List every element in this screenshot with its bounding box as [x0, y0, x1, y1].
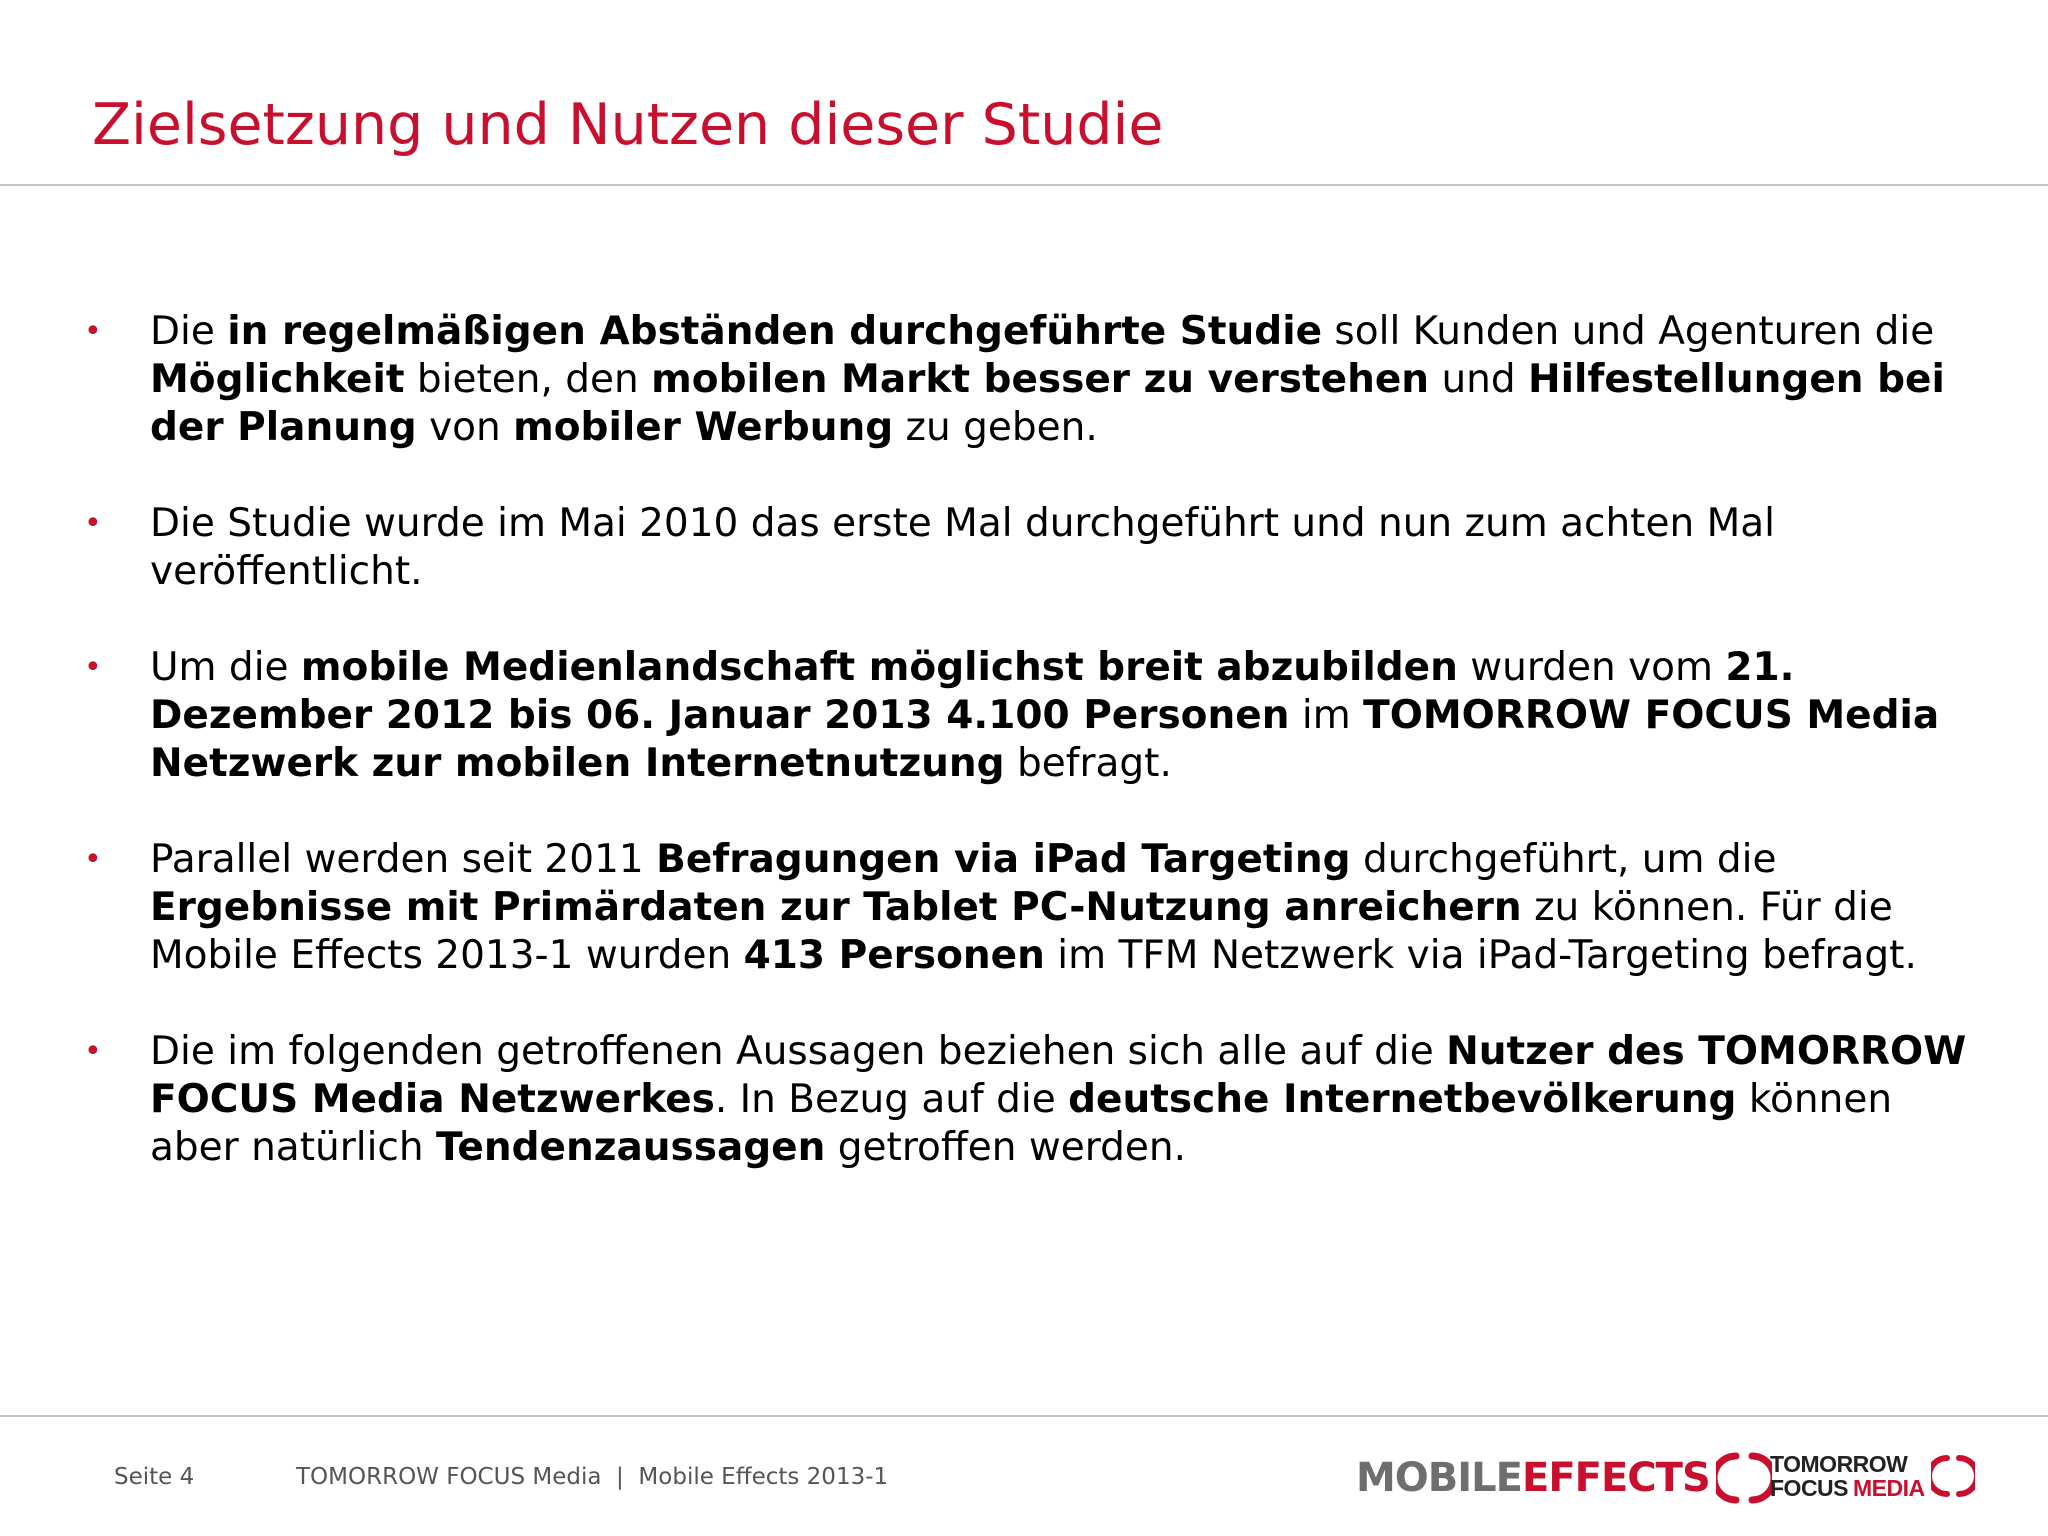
bullet-text-bold: in regelmäßigen Abständen durchgeführte Studie: [227, 309, 1323, 354]
logo-mobile-word: MOBILE: [1356, 1455, 1522, 1501]
bullet-text: zu geben.: [893, 405, 1098, 450]
bullet-dot-icon: •: [84, 506, 102, 541]
footer-caption: TOMORROW FOCUS Media | Mobile Effects 2013-1: [296, 1464, 889, 1490]
bullet-text: wurden vom: [1457, 645, 1726, 690]
bullet-text: befragt.: [1004, 741, 1172, 786]
bullet-text-bold: Nutzer des TOMORROW FOCUS Media Netzwerkes: [150, 1029, 1967, 1122]
bullet-text: Die Studie wurde im Mai 2010 das erste Mal durchgeführt und nun zum achten Mal veröffentlicht.: [150, 501, 1775, 594]
bullet-text: bieten, den: [404, 357, 652, 402]
bracket-ring-icon: [1716, 1448, 1772, 1508]
bullet-text: zu können. Für die Mobile Effects 2013-1 wurden: [150, 885, 1893, 978]
bullet-text: Parallel werden seit 2011: [150, 837, 657, 882]
bullet-text: durchgeführt, um die: [1350, 837, 1777, 882]
page-title: Zielsetzung und Nutzen dieser Studie: [92, 92, 1164, 158]
bullet-dot-icon: •: [84, 1034, 102, 1069]
tfm-logo-focus: FOCUS: [1770, 1475, 1848, 1501]
bullet-item: [84, 836, 1984, 980]
bullet-item: [84, 1028, 1984, 1172]
tomorrow-focus-media-logo: [1770, 1452, 1975, 1500]
bullet-text: . In Bezug auf die: [714, 1077, 1069, 1122]
footer-page-number: Seite 4: [114, 1464, 195, 1490]
bullet-text: soll Kunden und Agenturen die: [1322, 309, 1935, 354]
bullet-text: Um die: [150, 645, 301, 690]
bullet-item: [84, 308, 1984, 452]
bullet-item: [84, 500, 1984, 596]
bullet-text-bold: Möglichkeit: [150, 357, 405, 402]
bullet-text: Die: [150, 309, 228, 354]
bullet-text: von: [416, 405, 514, 450]
bullet-text-bold: 413 Personen: [743, 933, 1045, 978]
bullet-text-bold: deutsche Internetbevölkerung: [1068, 1077, 1737, 1122]
logo-effects-word: EFFECTS: [1522, 1455, 1710, 1501]
bullet-text: und: [1429, 357, 1529, 402]
bullet-text-bold: Hilfestellungen bei der Planung: [150, 357, 1945, 450]
bullet-text: im TFM Netzwerk via iPad-Targeting befragt.: [1044, 933, 1917, 978]
bracket-ring-icon: [1931, 1452, 1975, 1500]
bullet-text-bold: mobilen Markt besser zu verstehen: [651, 357, 1430, 402]
bullet-dot-icon: •: [84, 314, 102, 349]
bullet-dot-icon: •: [84, 842, 102, 877]
tfm-logo-text: [1770, 1452, 1925, 1500]
bullet-text-bold: TOMORROW FOCUS Media Netzwerk zur mobilen Internetnutzung: [150, 693, 1940, 786]
bullet-text: getroffen werden.: [825, 1125, 1186, 1170]
bullet-text-bold: mobile Medienlandschaft möglichst breit abzubilden: [300, 645, 1458, 690]
mobile-effects-logo: [1356, 1448, 1772, 1508]
bullet-text-bold: 21. Dezember 2012 bis 06. Januar 2013 4.100 Personen: [150, 645, 1795, 738]
bullet-text-bold: Ergebnisse mit Primärdaten zur Tablet PC-Nutzung anreichern: [150, 885, 1522, 930]
bullet-list: [84, 308, 1984, 1220]
bullet-item: [84, 644, 1984, 788]
tfm-logo-line1: TOMORROW: [1770, 1451, 1908, 1477]
bullet-text: Die im folgenden getroffenen Aussagen beziehen sich alle auf die: [150, 1029, 1447, 1074]
bullet-dot-icon: •: [84, 650, 102, 685]
bullet-text-bold: mobiler Werbung: [513, 405, 894, 450]
bullet-text-bold: Befragungen via iPad Targeting: [656, 837, 1351, 882]
tfm-logo-media: MEDIA: [1853, 1475, 1925, 1501]
title-divider: [0, 184, 2048, 186]
bullet-text: können aber natürlich: [150, 1077, 1893, 1170]
footer-divider: [0, 1415, 2048, 1417]
bullet-text: im: [1289, 693, 1364, 738]
bullet-text-bold: Tendenzaussagen: [435, 1125, 826, 1170]
